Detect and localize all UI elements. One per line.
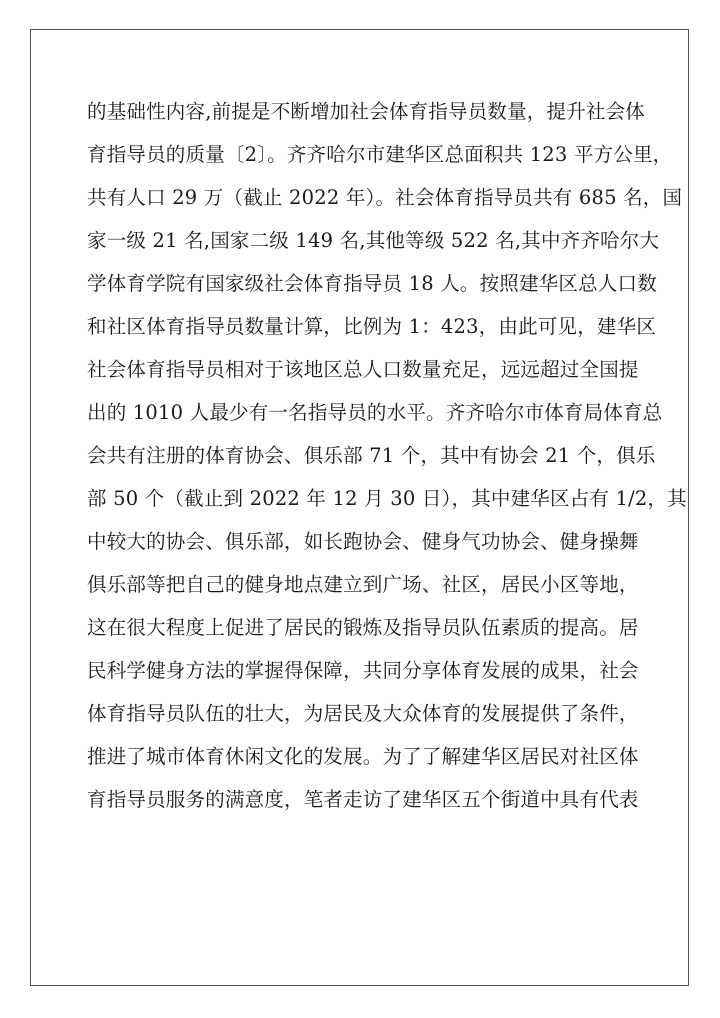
text-line: 育指导员的质量〔2〕。齐齐哈尔市建华区总面积共 123 平方公里， [87,143,673,166]
text-line: 共有人口 29 万（截止 2022 年）。社会体育指导员共有 685 名，国 [87,186,683,209]
text-line: 学体育学院有国家级社会体育指导员 18 人。按照建华区总人口数 [87,272,657,295]
text-line: 体育指导员队伍的壮大，为居民及大众体育的发展提供了条件， [87,702,639,725]
text-line: 会共有注册的体育协会、俱乐部 71 个，其中有协会 21 个，俱乐 [87,444,656,467]
text-line: 俱乐部等把自己的健身地点建立到广场、社区，居民小区等地， [87,573,639,596]
text-line: 部 50 个（截止到 2022 年 12 月 30 日），其中建华区占有 1/2，其 [87,487,687,510]
text-line: 这在很大程度上促进了居民的锻炼及指导员队伍素质的提高。居 [87,616,639,639]
text-line: 出的 1010 人最少有一名指导员的水平。齐齐哈尔市体育局体育总 [87,401,663,424]
text-line: 和社区体育指导员数量计算，比例为 1：423，由此可见，建华区 [87,315,657,338]
text-line: 推进了城市体育休闲文化的发展。为了了解建华区居民对社区体 [87,745,639,768]
text-line: 社会体育指导员相对于该地区总人口数量充足，远远超过全国提 [87,358,639,381]
text-line: 民科学健身方法的掌握得保障，共同分享体育发展的成果，社会 [87,659,639,682]
body-paragraph [87,90,687,821]
text-line: 家一级 21 名,国家二级 149 名,其他等级 522 名,其中齐齐哈尔大 [87,229,660,252]
text-line: 育指导员服务的满意度，笔者走访了建华区五个街道中具有代表 [87,788,639,811]
text-line: 中较大的协会、俱乐部，如长跑协会、健身气功协会、健身操舞 [87,530,639,553]
text-line: 的基础性内容,前提是不断增加社会体育指导员数量，提升社会体 [87,100,645,123]
